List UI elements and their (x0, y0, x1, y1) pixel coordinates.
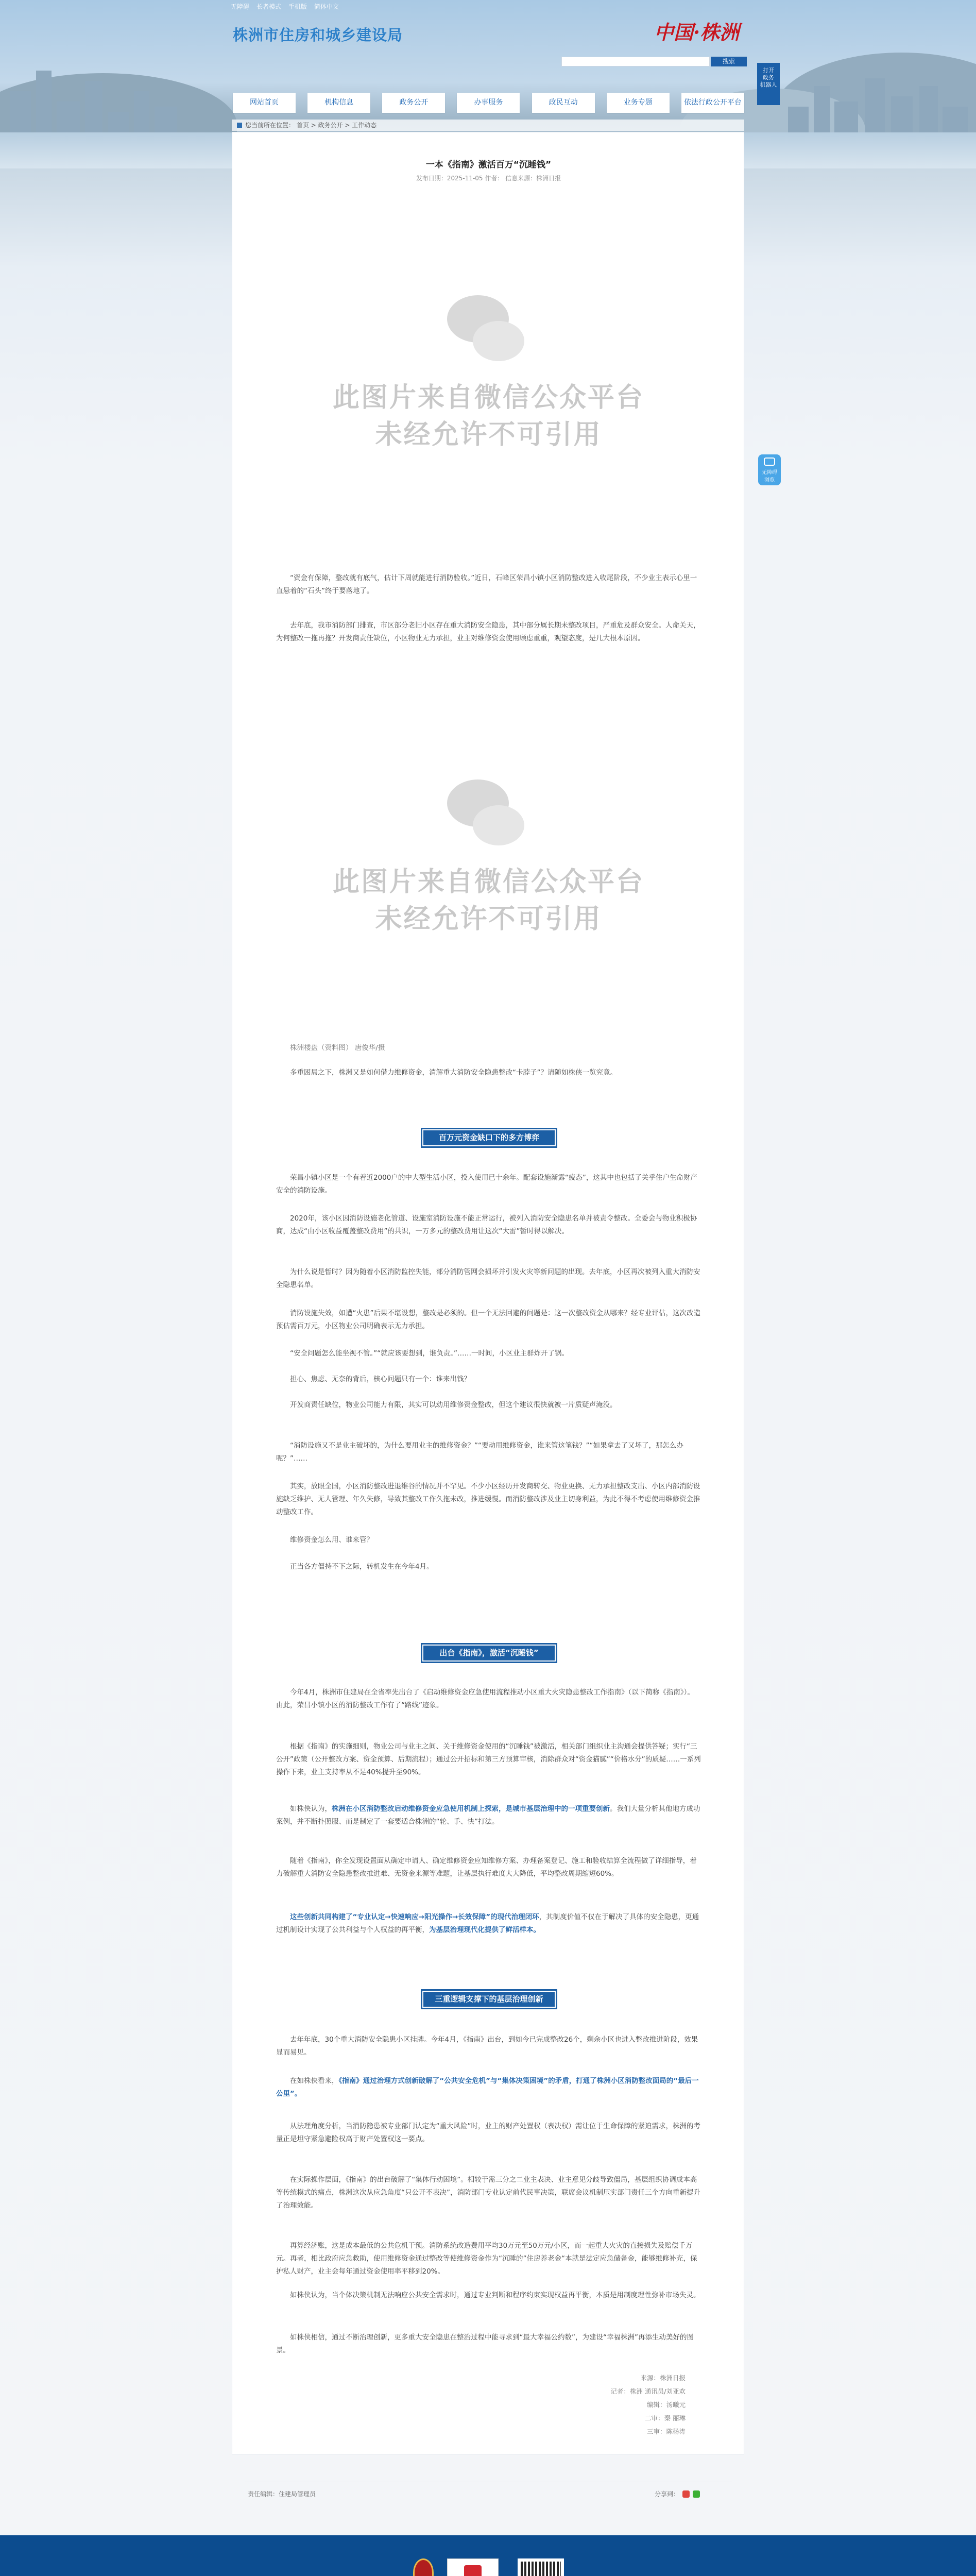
section-heading: 百万元资金缺口下的多方博弈 (421, 1128, 557, 1148)
breadcrumb: 您当前所在位置： 首页 > 政务公开 > 工作动态 (232, 120, 744, 131)
paragraph: 正当各方僵持不下之际，转机发生在今年4月。 (290, 1563, 434, 1571)
article-signature: 来源：株洲日报 记者：株洲 通讯员/刘亚欢 编辑：汤曦元 二审：秦 丽琳 三审：陈杨涛 (610, 2374, 686, 2435)
nav-gov-info[interactable]: 政务公开 (382, 93, 445, 113)
main-nav (233, 93, 744, 113)
paragraph: “安全问题怎么能坐视不管。”“就应该要想到，谁负责。”……一时间，小区业主群炸开了锅。 (290, 1349, 569, 1358)
paragraph: 如株侠认为，当个体决策机制无法响应公共安全需求时，通过专业判断和程序约束实现权益再平衡，本质是用制度理性弥补市场失灵。 (290, 2291, 700, 2299)
paragraph: “资金有保障，整改就有底气，估计下周就能进行消防验收。”近日，石峰区荣昌小镇小区消防整改进入收尾阶段，不少业主表示心里一直悬着的“石头”终于要落地了。 (276, 574, 697, 595)
article-meta: 发布日期：2025-11-05 作者： 信息来源：株洲日报 (416, 175, 561, 182)
nav-services[interactable]: 办事服务 (457, 93, 520, 113)
paragraph: 如株侠认为，株洲在小区消防整改启动维修资金应急使用机制上探索，是城市基层治理中的一项重要创新。我们大量分析其他地方成功案例，并不断扑照服、而是制定了一套要适合株洲的“轮、手、快”打法。 (276, 1805, 700, 1826)
paragraph: 去年底，我市消防部门排查，市区部分老旧小区存在重大消防安全隐患，其中部分属长期未整改项目，严重危及群众安全。人命关天，为何整改一拖再拖？开发商责任缺位，小区物业无力承担，业主对维修资金使用顾虑重重，观望态度，是几大根本原因。 (276, 621, 700, 642)
top-bar (0, 0, 976, 11)
paragraph: 荣昌小镇小区是一个有着近2000户的中大型生活小区，投入使用已十余年。配套设施渐露“疲态”，这其中也包括了关乎住户生命财产安全的消防设施。 (276, 1174, 697, 1195)
article-title: 一本《指南》激活百万“沉睡钱” (425, 160, 552, 170)
paragraph: 消防设施失效，如遭“火患”后果不堪设想，整改是必须的。但一个无法回避的问题是：这一次整改资金从哪来？经专业评估，这次改造预估需百万元，小区物业公司明确表示无力承担。 (276, 1309, 700, 1330)
wechat-image-placeholder: 此图片来自微信公众平台 未经允许不可引用 (276, 215, 701, 490)
paragraph: 再算经济账，这是成本最低的公共危机干预。消防系统改造费用平均30万元至50万元/小区，而一起重大火灾的直接损失及赔偿千万元。再者，相比政府应急救助，使用维修资金通过整改等使维修资金作为“沉睡的”住房养老金“本就是法定应急储备金，能够维修补充，保护私人财产，业主会每年通过资金使用率平移到20%。 (276, 2242, 697, 2276)
paragraph: 多重困局之下，株洲又是如何借力维修资金，消解重大消防安全隐患整改“卡脖子”？请随如株侠一览究竟。 (290, 1069, 617, 1077)
wechat-icon[interactable] (693, 2490, 700, 2498)
responsible-editor: 责任编辑：住建局管理员 (248, 2490, 316, 2498)
nav-organization[interactable]: 机构信息 (307, 93, 370, 113)
china-zhuzhou-logo: 中国·株洲 (654, 21, 740, 44)
paragraph: 去年年底，30个重大消防安全隐患小区挂牌。今年4月，《指南》出台，到如今已完成整改26个，剩余小区也进入整改推进阶段，效果显而易见。 (276, 2036, 698, 2057)
simplified-chinese-link[interactable]: 简体中文 (314, 3, 339, 10)
paragraph: 在实际操作层面，《指南》的出台破解了“集体行动困境”。相较于需三分之二业主表决、业主意见分歧导致僵局，基层组织协调成本高等传统模式的痛点，株洲这次从应急角度“只公开不表决”，消防部门专业认定前代民事决策，联席会议机制压实部门责任三个方向重新提升了治理效能。 (276, 2176, 700, 2210)
home-icon (237, 123, 242, 128)
search-input[interactable] (561, 57, 710, 66)
nav-law-platform[interactable]: 依法行政公开平台 (681, 93, 744, 113)
site-title[interactable]: 株洲市住房和城乡建设局 (233, 26, 403, 44)
weibo-icon[interactable] (682, 2490, 690, 2498)
paragraph: 这些创新共同构建了“专业认定→快速响应→阳光操作→长效保障”的现代治理闭环，其制度价值不仅在于解决了具体的安全隐患，更通过机制设计实现了公共利益与个人权益的再平衡，为基层治理现代化提供了鲜活样本。 (276, 1913, 699, 1934)
paragraph: 从法理角度分析，当消防隐患被专业部门认定为“重大风险”时，业主的财产处置权（表决权）需让位于生命保障的紧迫需求，株洲的考量正是坦守紧急避险权高于财产处置权这一要点。 (276, 2122, 700, 2143)
paragraph: 在如株侠看来，《指南》通过治理方式创新破解了“公共安全危机”与“集体决策困境”的矛盾，打通了株洲小区消防整改面局的“最后一公里”。 (276, 2077, 699, 2098)
paragraph: 2020年，该小区因消防设施老化管道、设施室消防设施不能正常运行，被列入消防安全隐患名单并被责令整改。全委会与物业积极协商，达成“由小区收益覆盖整改费用”的共识，一万多元的整改费用让这次“大雷”暂时得以解决。 (276, 1214, 697, 1235)
paragraph: 随着《指南》，你全发现设置面从确定申请人、确定维修资金应知维修方案、办理备案登记、施工和验收结算全流程做了详细指导，着力破解重大消防安全隐患整改推进难、无资金来源等难题，让基层执行难度大大降低，平均整改周期缩短60%。 (276, 1857, 697, 1878)
nav-interaction[interactable]: 政民互动 (532, 93, 595, 113)
nav-home[interactable]: 网站首页 (233, 93, 296, 113)
elder-mode-link[interactable]: 长者模式 (256, 3, 282, 10)
accessibility-link[interactable]: 无障碍 (231, 3, 250, 10)
mobile-link[interactable]: 手机版 (288, 3, 307, 10)
paragraph: 维修资金怎么用、谁来管？ (290, 1536, 373, 1544)
search-button[interactable]: 搜索 (711, 57, 747, 66)
image-caption: 株洲楼盘（资料图） 唐俊华/摄 (290, 1044, 385, 1052)
chat-icon (764, 457, 775, 466)
paragraph: 为什么说是暂时？因为随着小区消防监控失能，部分消防管网会损坏并引发火灾等新问题的出现。去年底，小区再次被列入重大消防安全隐患名单。 (276, 1268, 700, 1289)
paragraph: 根据《指南》的实施细则，物业公司与业主之间、关于维修资金使用的“沉睡钱”被激活，相关部门组织业主沟通会提供答疑；实行“三公开”政策（公开整改方案、资金预算、后期流程）；通过公开招标和第三方预算审核，消除群众对“资金猫腻”“价格水分”的质疑……一系列操作下来，业主支持率从不足40%提升至90%。 (276, 1742, 701, 1776)
gov-site-error-report[interactable] (447, 2558, 499, 2576)
article-panel (232, 132, 744, 2498)
section-heading: 三重逻辑支撑下的基层治理创新 (421, 1989, 557, 2009)
accessibility-float-button[interactable]: 无障碍 浏览 (758, 454, 781, 485)
section-heading: 出台《指南》，激活“沉睡钱” (421, 1643, 557, 1663)
paragraph: 担心、焦虑、无奈的背后，核心问题只有一个：谁来出钱？ (290, 1375, 471, 1383)
paragraph: 其实，放眼全国，小区消防整改进退维谷的情况并不罕见。不少小区经历开发商转交、物业更换、无力承担整改支出、小区内部消防设施缺乏维护、无人管理、年久失修，导致其整改工作久拖未改，推进缓慢。而消防整改涉及业主切身利益，为此不得不考虑使用维修资金推动整改工作。 (276, 1482, 700, 1516)
paragraph: 如株侠相信，通过不断治理创新，更多重大安全隐患在整治过程中能寻求到“最大幸福公约数”，为建设“幸福株洲”再添生动美好的图景。 (276, 2333, 694, 2354)
paragraph: “消防设施又不是业主破坏的，为什么要用业主的维修资金？”“要动用维修资金，谁来管这笔钱？”“如果拿去了又坏了，那怎么办呢？”…… (276, 1442, 683, 1463)
share-bar: 分享到： (655, 2489, 700, 2498)
wechat-qr-code (518, 2558, 564, 2576)
nav-topics[interactable]: 业务专题 (607, 93, 670, 113)
paragraph: 开发商责任缺位，物业公司能力有限，其实可以动用维修资金整改，但这个建议很快就被一片质疑声淹没。 (290, 1401, 617, 1409)
wechat-image-placeholder: 此图片来自微信公众平台 未经允许不可引用 (276, 699, 701, 975)
paragraph: 今年4月，株洲市住建局在全省率先出台了《启动维修资金应急使用流程推动小区重大火灾隐患整改工作指南》（以下简称《指南》）。由此，荣昌小镇小区的消防整改工作有了“路线”迹象。 (276, 1688, 694, 1709)
robot-button[interactable]: 打开 政务 机器人 (757, 63, 780, 105)
top-links (231, 2, 339, 11)
